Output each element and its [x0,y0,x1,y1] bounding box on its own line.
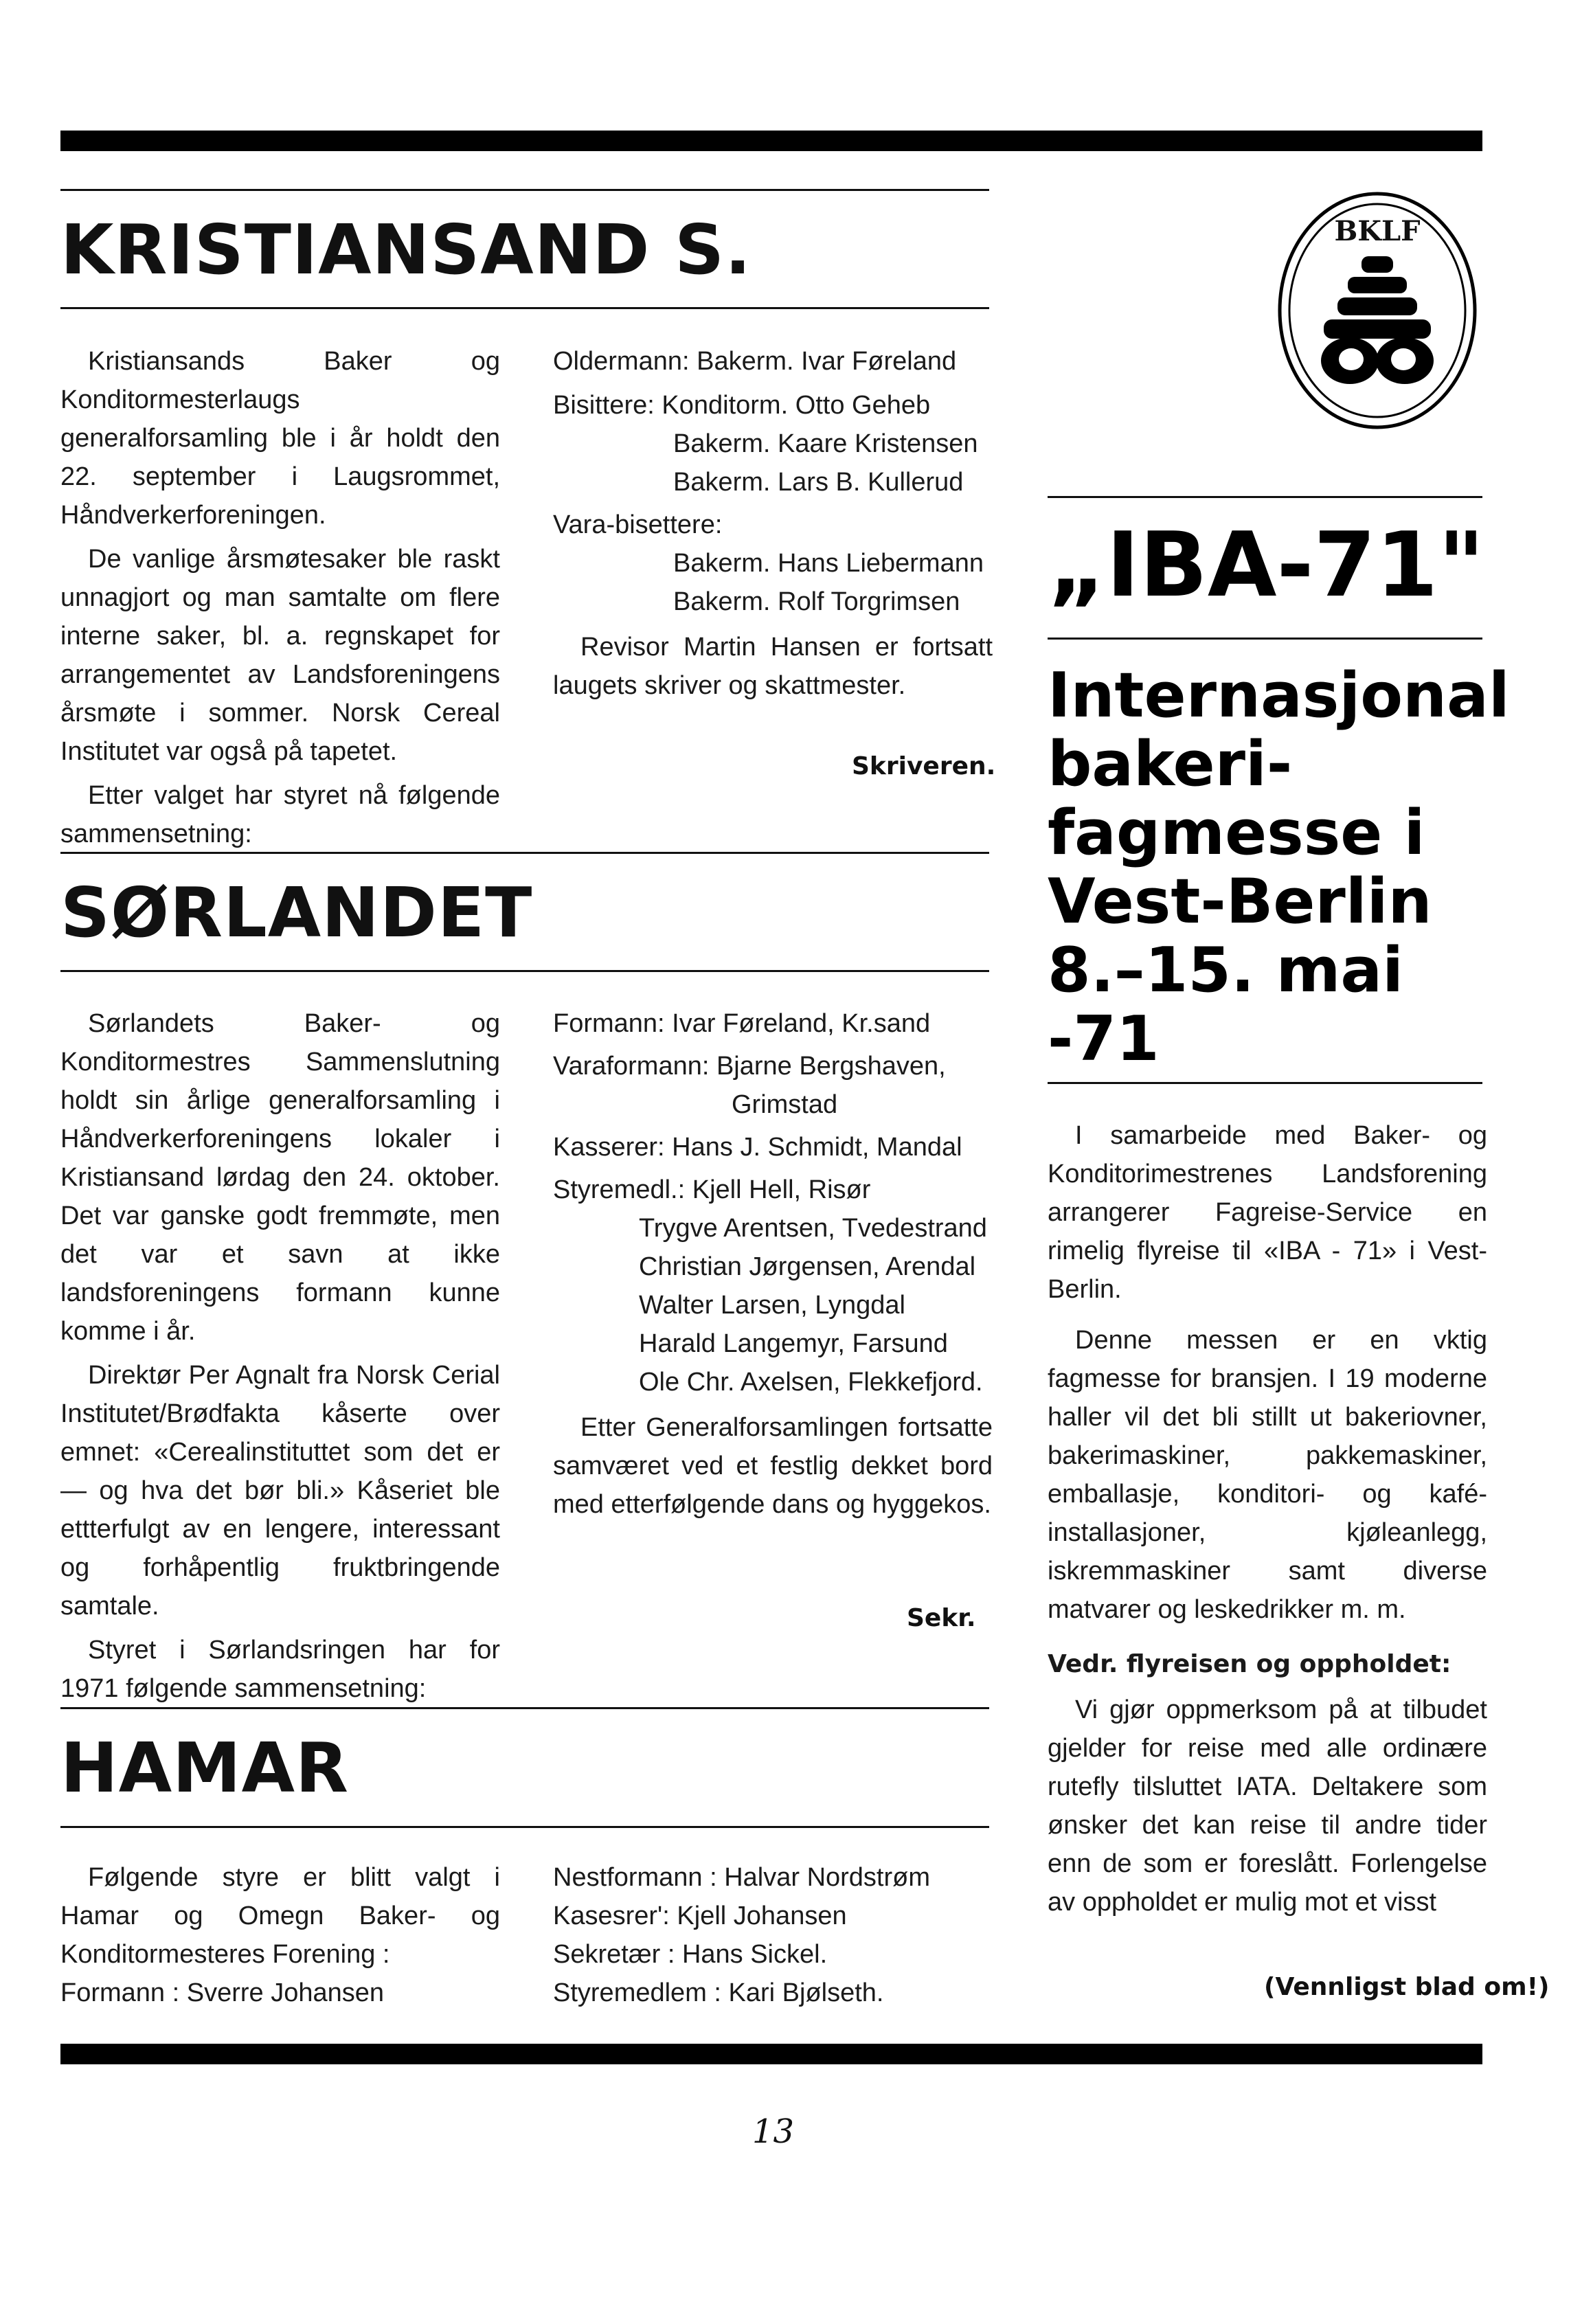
sorlandet-para-3: Styret i Sørlandsringen har for 1971 følgende sammensetning: [60,1636,500,1703]
iba-top-rule [1048,496,1482,498]
styremedl-2: Trygve Arentsen, Tvedestrand [639,1214,987,1243]
bklf-logo [1274,189,1480,433]
vara-bisetter-2: Bakerm. Rolf Torgrimsen [673,587,960,616]
hamar-nestformann: Nestformann : Halvar Nordstrøm [553,1863,931,1892]
iba-subtitle-line-3: fagmesse i [1048,797,1425,869]
sorlandet-col1 [60,1004,500,1713]
styremedl-3: Christian Jørgensen, Arendal [639,1252,976,1281]
kristiansand-bottom-rule [60,307,989,309]
iba-para-3: Vi gjør oppmerksom på at tilbudet gjelder for reise med alle ordinære rutefly tilsluttet IATA. Deltakere som ønsker det kan reise til andre tider enn de som er foreslått. Forlengelse av oppholdet er mulig mot et visst [1048,1695,1487,1917]
sorlandet-after-para: Etter Generalforsamlingen fortsatte samværet ved et festlig dekket bord med etterfølgende dans og hyggekos. [553,1413,993,1519]
kristiansand-para-1: Kristiansands Baker og Konditormesterlaugs generalforsamling ble i år holdt den 22. september i Laugsrommet, Håndverkerforeningen. [60,347,500,530]
oldermann-line: Oldermann: Bakerm. Ivar Føreland [553,347,957,376]
hamar-heading: HAMAR [60,1728,349,1808]
sorlandet-para-2: Direktør Per Agnalt fra Norsk Cerial Institutet/Brødfakta kåserte over emnet: «Cerealinstituttet som det er — og hva det bør bli.» Kåseriet ble ettterfulgt av en lengere, interessant og forhåpentlig fruktbringende samtale. [60,1361,500,1621]
bisittere-line: Bisittere: Konditorm. Otto Geheb [553,391,931,420]
top-bar [60,131,1482,151]
sorlandet-para-1: Sørlandets Baker- og Konditormestres Sammenslutning holdt sin årlige generalforsamling i Håndverkerforeningens lokaler i Kristiansand lørdag den 24. oktober. Det var ganske godt fremmøte, men det var et savn at ikke landsforeningens formann kunne komme i år. [60,1009,500,1346]
iba-subtitle [1048,659,1510,1075]
vara-bisettere-label: Vara-bisettere: [553,510,723,539]
hamar-formann: Formann : Sverre Johansen [60,1978,385,2007]
sorlandet-heading: SØRLANDET [60,872,533,953]
kristiansand-heading: KRISTIANSAND S. [60,210,752,290]
kristiansand-col1 [60,342,500,859]
kristiansand-signature: Skriveren. [852,752,996,780]
page-number: 13 [752,2112,795,2151]
styremedl-line: Styremedl.: Kjell Hell, Risør [553,1175,871,1204]
varaformann-line: Varaformann: Bjarne Bergshaven, [553,1052,946,1081]
bottom-bar [60,2044,1482,2064]
kristiansand-col2 [553,342,993,710]
hamar-top-rule [60,1707,989,1709]
iba-subtitle-line-1: Internasjonal [1048,659,1510,732]
iba-title-rule [1048,638,1482,640]
iba-subtitle-rule [1048,1082,1482,1084]
hamar-col1 [60,1858,500,2012]
iba-para-2: Denne messen er en vktig fagmesse for bransjen. I 19 moderne haller vil det bli stillt ut bakeriovner, bakerimaskiner, pakkemaskiner, emballasje, konditori- og kafé-installasjoner, kjøleanlegg, iskremmaskiner samt diverse matvarer og leskedrikker m. m. [1048,1326,1487,1624]
iba-title: „IBA-71" [1048,512,1485,617]
bisitter-2: Bakerm. Kaare Kristensen [673,429,978,458]
bisitter-3: Bakerm. Lars B. Kullerud [673,468,964,497]
sorlandet-bottom-rule [60,970,989,972]
hamar-col2 [553,1858,993,2012]
kristiansand-top-rule [60,189,989,191]
styremedl-5: Harald Langemyr, Farsund [639,1329,948,1358]
vara-bisetter-1: Bakerm. Hans Liebermann [673,549,984,578]
kristiansand-para-3: Etter valget har styret nå følgende sammensetning: [60,781,500,848]
hamar-sekretaer: Sekretær : Hans Sickel. [553,1940,828,1969]
bklf-logo-text: BKLF [1334,215,1421,247]
sorlandet-col2 [553,1004,993,1529]
iba-body [1048,1116,1487,1927]
styremedl-6: Ole Chr. Axelsen, Flekkefjord. [639,1368,983,1397]
formann-line: Formann: Ivar Føreland, Kr.sand [553,1009,931,1038]
hamar-bottom-rule [60,1826,989,1828]
revisor-para: Revisor Martin Hansen er fortsatt laugets skriver og skattmester. [553,633,993,700]
hamar-para-1: Følgende styre er blitt valgt i Hamar og Omegn Baker- og Konditormesteres Forening : [60,1863,500,1969]
hamar-styremedlem: Styremedlem : Kari Bjølseth. [553,1978,884,2007]
iba-subtitle-line-4: Vest-Berlin [1048,866,1432,938]
sorlandet-top-rule [60,852,989,854]
kasserer-line: Kasserer: Hans J. Schmidt, Mandal [553,1133,962,1162]
sorlandet-signature: Sekr. [907,1604,976,1632]
iba-dates: 8.–15. mai -71 [1048,934,1403,1075]
iba-para-1: I samarbeide med Baker- og Konditorimestrenes Landsforening arrangerer Fagreise-Service en rimelig flyreise til «IBA - 71» i Vest-Berlin. [1048,1121,1487,1304]
kristiansand-para-2: De vanlige årsmøtesaker ble raskt unnagjort og man samtalte om flere interne saker, bl. a. regnskapet for arrangementet av Landsforeningens årsmøte i sommer. Norsk Cereal Institutet var også på tapetet. [60,545,500,766]
varaformann-town: Grimstad [732,1090,838,1119]
turn-over-note: (Vennligst blad om!) [1264,1973,1550,2001]
iba-subtitle-line-2: bakeri- [1048,728,1293,800]
hamar-kasserer: Kasesrer': Kjell Johansen [553,1902,847,1930]
styremedl-4: Walter Larsen, Lyngdal [639,1291,905,1320]
iba-subheading: Vedr. flyreisen og oppholdet: [1048,1650,1451,1678]
